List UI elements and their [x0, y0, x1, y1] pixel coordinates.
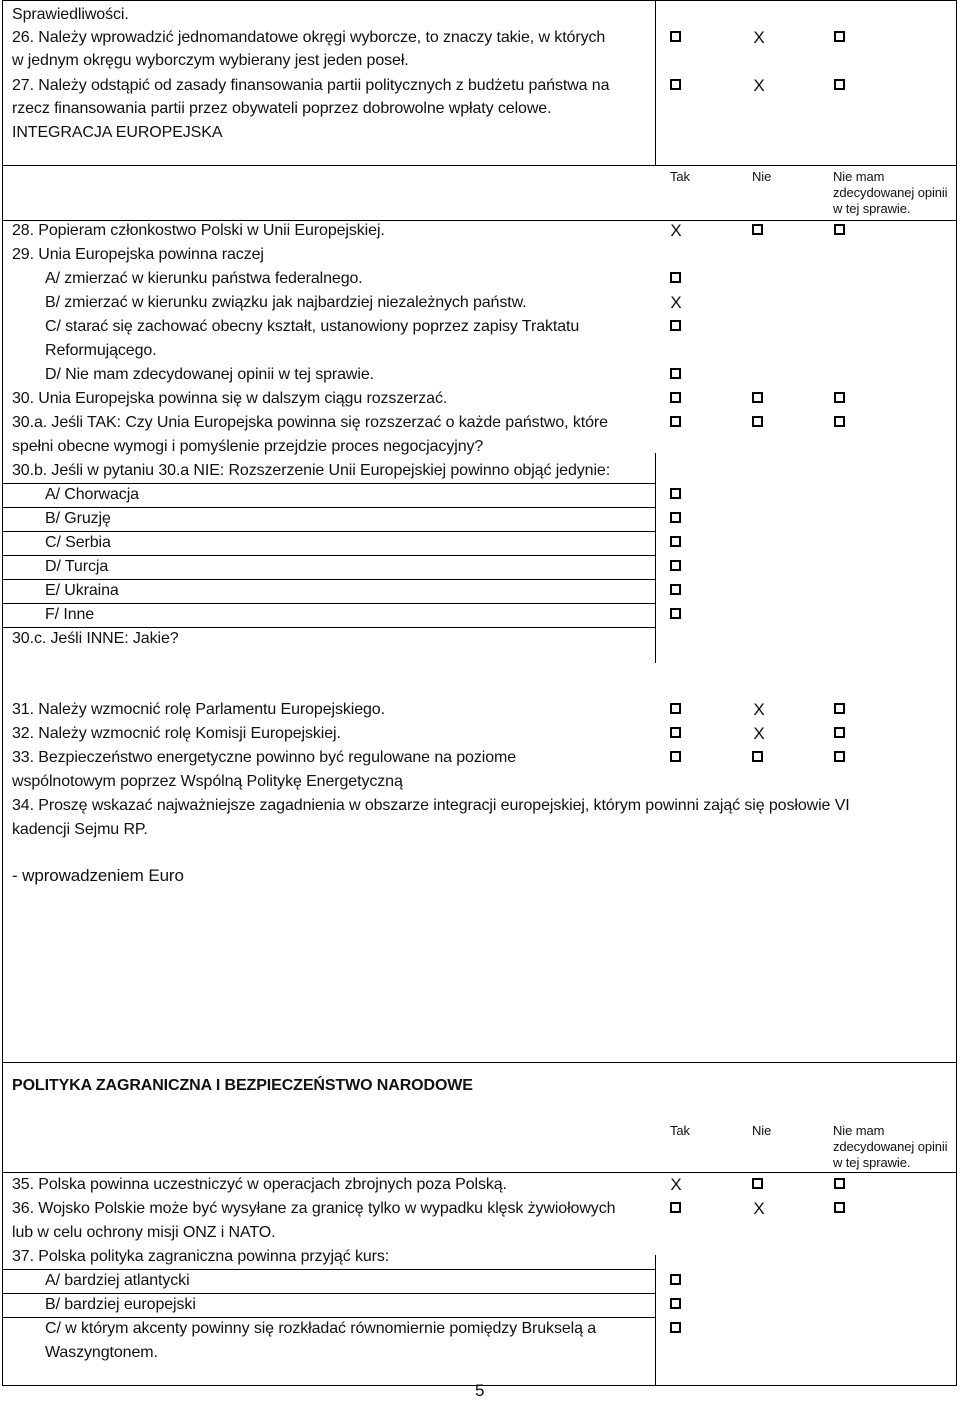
header-nie: Nie	[752, 1123, 772, 1138]
option-37a: A/ bardziej atlantycki	[45, 1272, 190, 1289]
option-29d: D/ Nie mam zdecydowanej opinii w tej sprawie.	[45, 366, 374, 383]
option-gruzja: B/ Gruzję	[45, 510, 111, 527]
option-inne: F/ Inne	[45, 606, 95, 623]
page-number: 5	[475, 1381, 485, 1400]
checkbox-tak[interactable]	[670, 392, 681, 403]
checkbox-29c[interactable]	[670, 320, 681, 331]
table-left-border	[2, 0, 3, 1385]
header-nie: Nie	[752, 169, 772, 184]
checkbox-nie-mam[interactable]	[834, 416, 845, 427]
checkbox-nie-mam[interactable]	[834, 1202, 845, 1213]
checkbox-nie[interactable]	[752, 416, 763, 427]
question-28: 28. Popieram członkostwo Polski w Unii Europejskiej.	[12, 222, 385, 239]
question-30a: 30.a. Jeśli TAK: Czy Unia Europejska powinna się rozszerzać o każde państwo, które	[12, 414, 608, 431]
header-nie-mam: Nie mam	[833, 169, 885, 184]
option-chorwacja: A/ Chorwacja	[45, 486, 139, 503]
checkbox-turcja[interactable]	[670, 560, 681, 571]
checkbox-inne[interactable]	[670, 608, 681, 619]
checkbox-tak[interactable]	[670, 79, 681, 90]
option-turcja: D/ Turcja	[45, 558, 109, 575]
option-29b: B/ zmierzać w kierunku związku jak najbardziej niezależnych państw.	[45, 294, 527, 311]
question-34-cont: kadencji Sejmu RP.	[12, 821, 148, 838]
text-line: Sprawiedliwości.	[12, 6, 129, 23]
checkbox-nie[interactable]	[752, 1178, 763, 1189]
column-divider	[655, 453, 656, 663]
mark-x: X	[753, 28, 765, 47]
option-37c: C/ w którym akcenty powinny się rozkładać równomiernie pomiędzy Brukselą a	[45, 1320, 597, 1337]
header-nie-mam: w tej sprawie.	[833, 1155, 911, 1170]
question-26-cont: w jednym okręgu wyborczym wybierany jest jeden poseł.	[12, 52, 409, 69]
checkbox-29d[interactable]	[670, 368, 681, 379]
mark-x: X	[753, 76, 765, 95]
answer-34: - wprowadzeniem Euro	[12, 866, 184, 885]
question-36: 36. Wojsko Polskie może być wysyłane za granicę tylko w wypadku klęsk żywiołowych	[12, 1200, 616, 1217]
checkbox-nie[interactable]	[752, 224, 763, 235]
checkbox-chorwacja[interactable]	[670, 488, 681, 499]
checkbox-nie-mam[interactable]	[834, 703, 845, 714]
question-27-cont: rzecz finansowania partii przez obywateli poprzez dobrowolne wpłaty celowe.	[12, 100, 552, 117]
mark-x: X	[753, 724, 765, 743]
table-top-border	[2, 0, 957, 1]
section-title-foreign-policy: POLITYKA ZAGRANICZNA I BEZPIECZEŃSTWO NARODOWE	[12, 1077, 473, 1094]
question-35: 35. Polska powinna uczestniczyć w operacjach zbrojnych poza Polską.	[12, 1176, 507, 1193]
question-34: 34. Proszę wskazać najważniejsze zagadnienia w obszarze integracji europejskiej, którym powinni zająć się posłowie VI	[12, 797, 850, 814]
checkbox-tak[interactable]	[670, 416, 681, 427]
checkbox-ukraina[interactable]	[670, 584, 681, 595]
header-nie-mam: w tej sprawie.	[833, 201, 911, 216]
question-30b: 30.b. Jeśli w pytaniu 30.a NIE: Rozszerzenie Unii Europejskiej powinno objąć jedynie:	[12, 462, 611, 479]
question-26: 26. Należy wprowadzić jednomandatowe okręgi wyborcze, to znaczy takie, w których	[12, 29, 606, 46]
checkbox-tak[interactable]	[670, 703, 681, 714]
table-right-border	[956, 0, 957, 1385]
checkbox-serbia[interactable]	[670, 536, 681, 547]
checkbox-nie-mam[interactable]	[834, 31, 845, 42]
checkbox-29a[interactable]	[670, 272, 681, 283]
option-29c-cont: Reformującego.	[45, 342, 157, 359]
checkbox-nie-mam[interactable]	[834, 79, 845, 90]
header-nie-mam: zdecydowanej opinii	[833, 185, 948, 200]
checkbox-tak[interactable]	[670, 31, 681, 42]
option-37c-cont: Waszyngtonem.	[45, 1344, 158, 1361]
question-29: 29. Unia Europejska powinna raczej	[12, 246, 264, 263]
checkbox-gruzja[interactable]	[670, 512, 681, 523]
mark-x: X	[753, 700, 765, 719]
checkbox-nie-mam[interactable]	[834, 751, 845, 762]
header-nie-mam: zdecydowanej opinii	[833, 1139, 948, 1154]
column-divider	[655, 0, 656, 165]
checkbox-nie[interactable]	[752, 392, 763, 403]
question-33-cont: wspólnotowym poprzez Wspólną Politykę Energetyczną	[12, 773, 403, 790]
mark-x: X	[753, 1199, 765, 1218]
option-row-divider	[2, 603, 655, 604]
row-divider	[2, 165, 957, 166]
question-30a-cont: spełni obecne wymogi i pomyślenie przejdzie proces negocjacyjny?	[12, 438, 484, 455]
option-serbia: C/ Serbia	[45, 534, 111, 551]
checkbox-nie-mam[interactable]	[834, 392, 845, 403]
checkbox-nie-mam[interactable]	[834, 224, 845, 235]
checkbox-37b[interactable]	[670, 1298, 681, 1309]
checkbox-tak[interactable]	[670, 727, 681, 738]
mark-x: X	[670, 293, 682, 312]
checkbox-nie-mam[interactable]	[834, 727, 845, 738]
option-ukraina: E/ Ukraina	[45, 582, 119, 599]
header-tak: Tak	[670, 1123, 690, 1138]
header-tak: Tak	[670, 169, 690, 184]
question-33: 33. Bezpieczeństwo energetyczne powinno być regulowane na poziome	[12, 749, 517, 766]
option-37b: B/ bardziej europejski	[45, 1296, 196, 1313]
question-37: 37. Polska polityka zagraniczna powinna przyjąć kurs:	[12, 1248, 390, 1265]
mark-x: X	[670, 221, 682, 240]
option-29a: A/ zmierzać w kierunku państwa federalnego.	[45, 270, 363, 287]
question-36-cont: lub w celu ochrony misji ONZ i NATO.	[12, 1224, 276, 1241]
question-30c: 30.c. Jeśli INNE: Jakie?	[12, 630, 179, 647]
checkbox-tak[interactable]	[670, 751, 681, 762]
checkbox-nie[interactable]	[752, 751, 763, 762]
header-nie-mam: Nie mam	[833, 1123, 885, 1138]
checkbox-37c[interactable]	[670, 1322, 681, 1333]
question-30: 30. Unia Europejska powinna się w dalszym ciągu rozszerzać.	[12, 390, 448, 407]
row-divider	[2, 1062, 957, 1063]
checkbox-37a[interactable]	[670, 1274, 681, 1285]
mark-x: X	[670, 1175, 682, 1194]
section-title-eu: INTEGRACJA EUROPEJSKA	[12, 124, 223, 141]
question-31: 31. Należy wzmocnić rolę Parlamentu Europejskiego.	[12, 701, 385, 718]
checkbox-tak[interactable]	[670, 1202, 681, 1213]
column-divider	[655, 1255, 656, 1385]
checkbox-nie-mam[interactable]	[834, 1178, 845, 1189]
question-32: 32. Należy wzmocnić rolę Komisji Europejskiej.	[12, 725, 341, 742]
question-27: 27. Należy odstąpić od zasady finansowania partii politycznych z budżetu państwa na	[12, 77, 610, 94]
option-29c: C/ starać się zachować obecny kształt, ustanowiony poprzez zapisy Traktatu	[45, 318, 580, 335]
